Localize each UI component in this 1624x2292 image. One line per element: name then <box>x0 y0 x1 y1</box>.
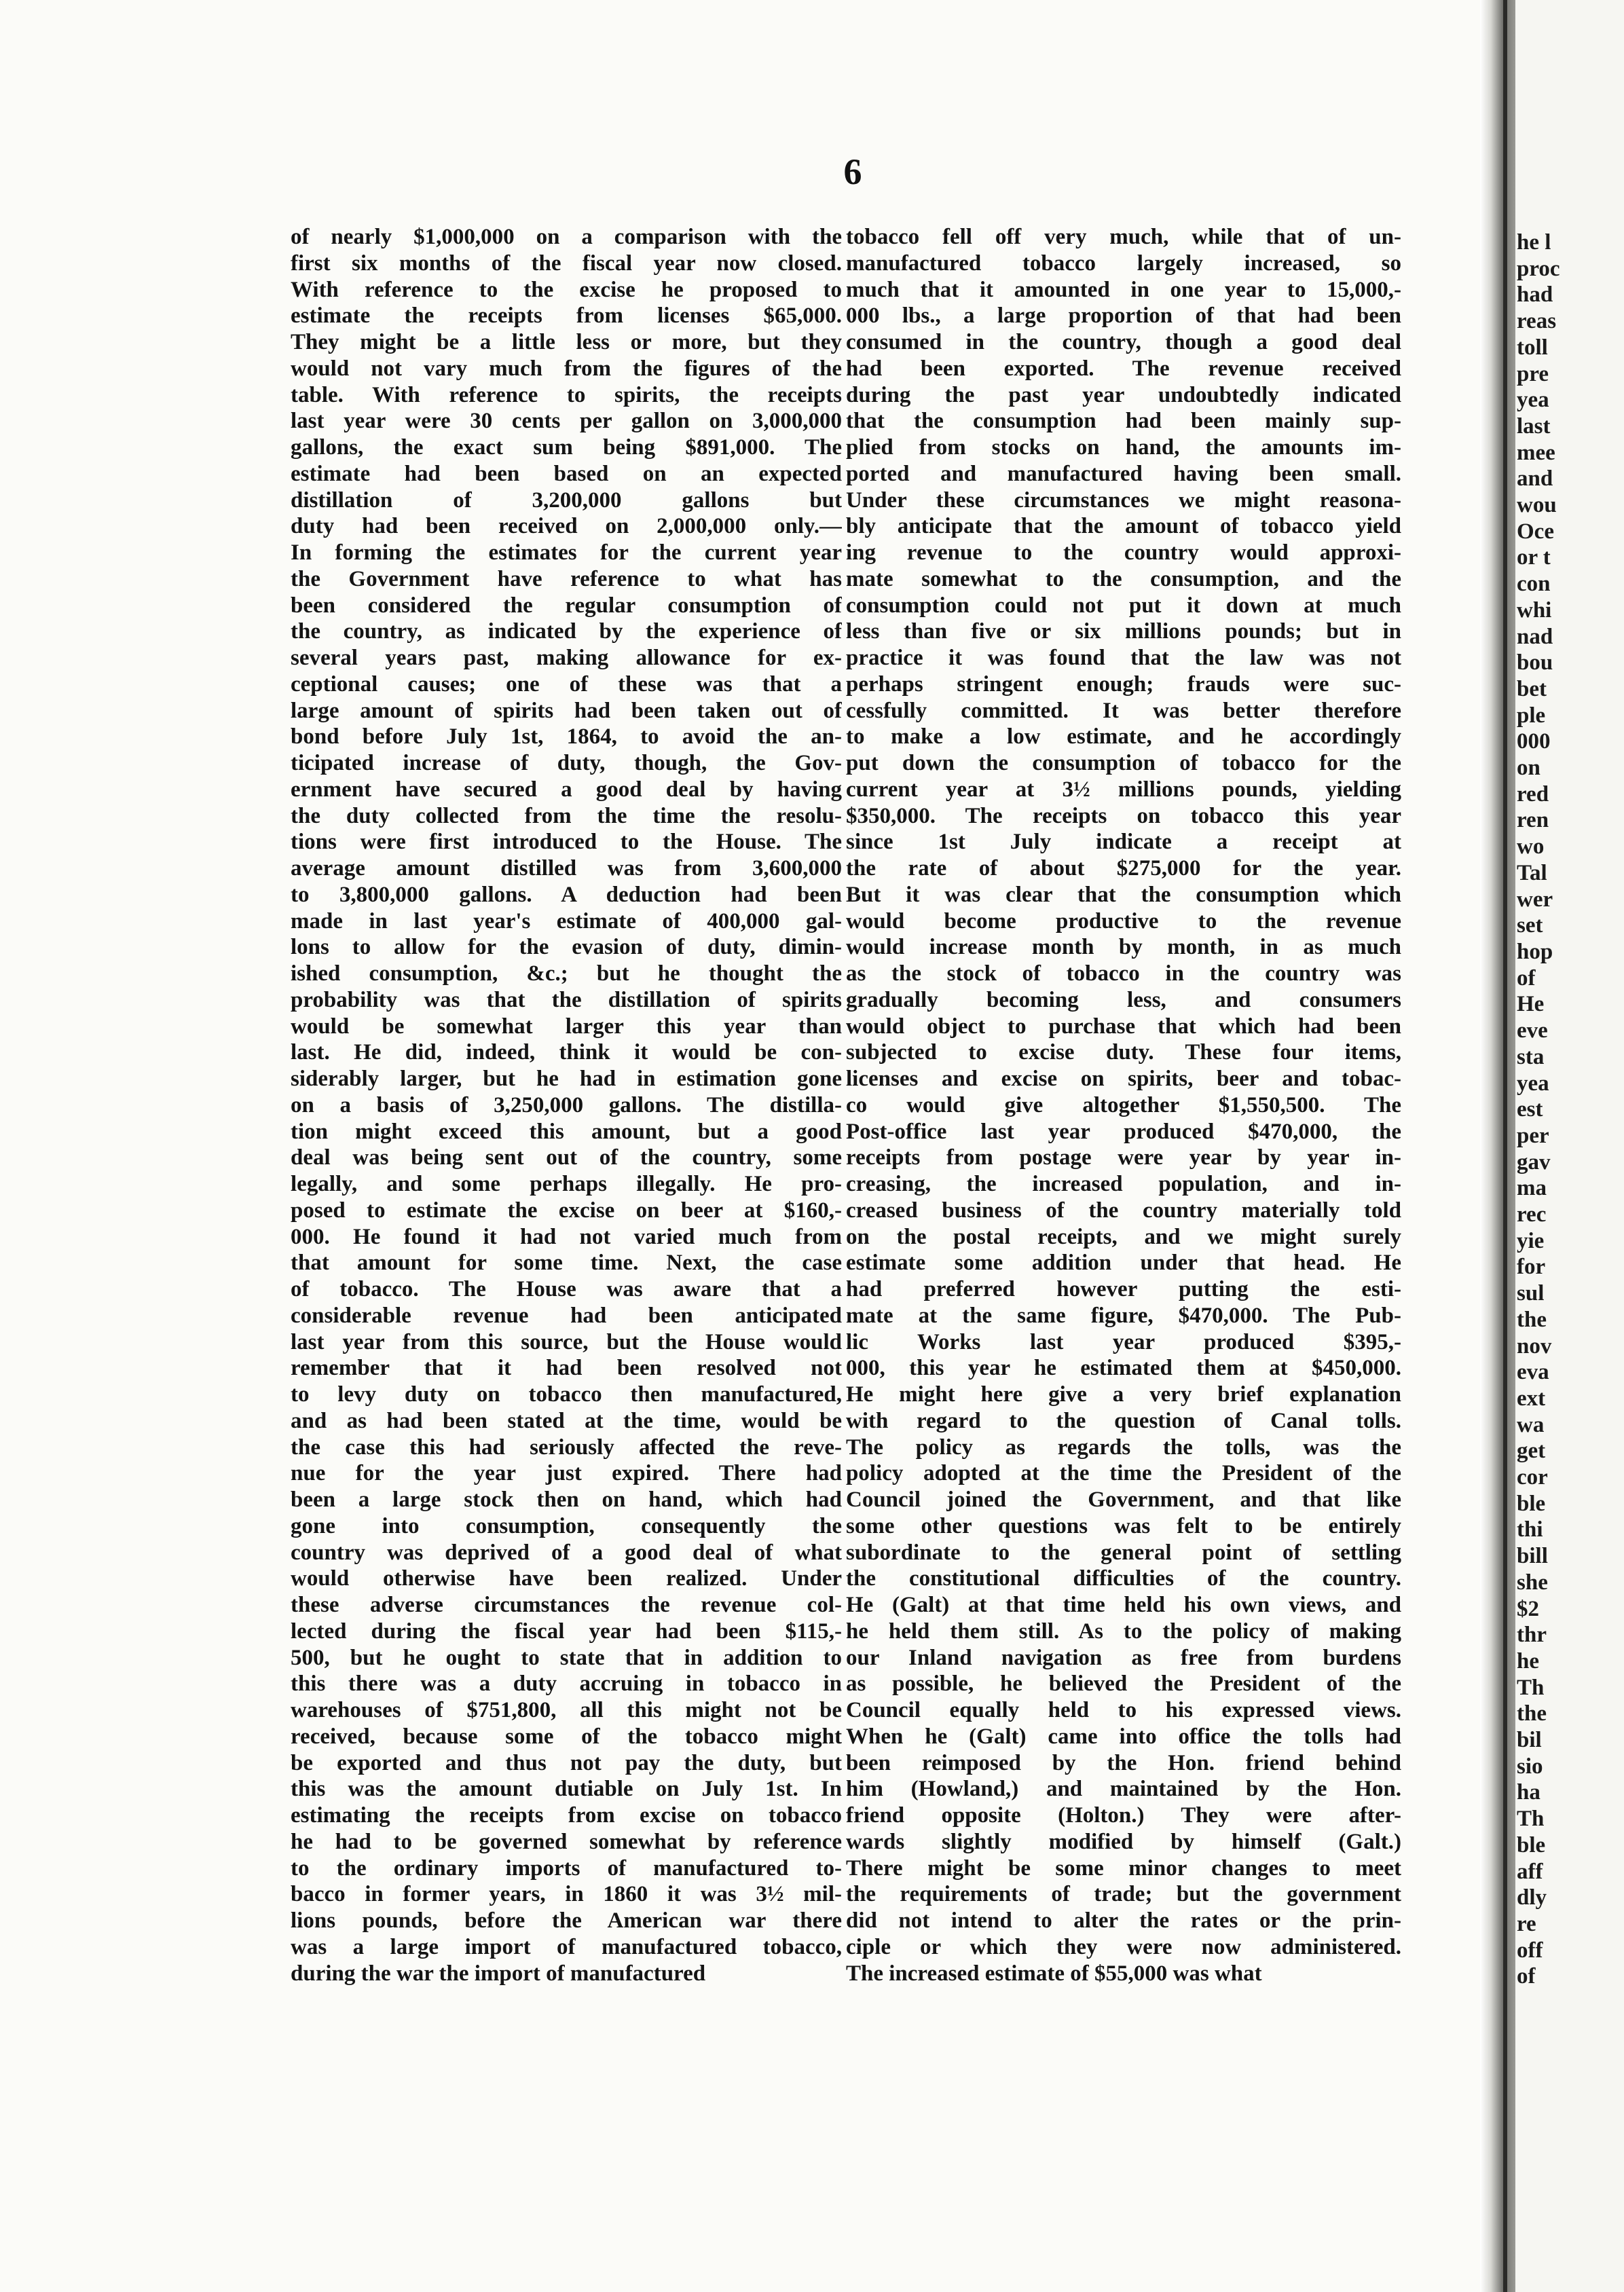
text-line: mate somewhat to the consumption, and the <box>846 566 1401 591</box>
text-line: this was the amount dutiable on July 1st. In <box>291 1777 842 1802</box>
text-line: first six months of the fiscal year now closed. <box>291 251 842 276</box>
facing-text-fragment: of <box>1517 965 1536 991</box>
text-line: receipts from postage were year by year in- <box>846 1145 1401 1170</box>
text-line: They might be a little less or more, but they <box>291 330 842 354</box>
text-line: When he (Galt) came into office the tolls had <box>846 1724 1401 1749</box>
facing-text-fragment: ple <box>1517 703 1546 728</box>
text-line: legally, and some perhaps illegally. He pro- <box>291 1172 842 1196</box>
text-line: during the past year undoubtedly indicated <box>846 382 1401 407</box>
facing-text-fragment: sio <box>1517 1754 1543 1779</box>
text-line: lons to allow for the evasion of duty, dimin- <box>291 935 842 960</box>
facing-text-fragment: bil <box>1517 1728 1542 1753</box>
text-line: be exported and thus not pay the duty, but <box>291 1750 842 1775</box>
text-line: subjected to excise duty. These four items, <box>846 1040 1401 1065</box>
facing-text-fragment: proc <box>1517 256 1560 281</box>
facing-text-fragment: get <box>1517 1439 1546 1464</box>
text-line: made in last year's estimate of 400,000 gal- <box>291 908 842 934</box>
facing-text-fragment: gav <box>1517 1149 1551 1175</box>
text-line: probability was that the distillation of spirits <box>291 987 842 1012</box>
text-line: less than five or six millions pounds; but in <box>846 619 1401 644</box>
text-line: estimating the receipts from excise on tobacco <box>291 1803 842 1828</box>
text-line: lected during the fiscal year had been $115,- <box>291 1619 842 1644</box>
facing-text-fragment: whi <box>1517 597 1552 623</box>
facing-text-fragment: eva <box>1517 1360 1549 1385</box>
text-line: lic Works last year produced $395,- <box>846 1329 1401 1354</box>
facing-text-fragment: and <box>1517 466 1553 492</box>
text-line: ing revenue to the country would approxi- <box>846 540 1401 565</box>
facing-text-fragment: $2 <box>1517 1596 1539 1621</box>
text-line: would be somewhat larger this year than <box>291 1014 842 1039</box>
text-line: remember that it had been resolved not <box>291 1356 842 1381</box>
facing-text-fragment: bill <box>1517 1544 1548 1569</box>
text-line: much that it amounted in one year to 15,000,- <box>846 277 1401 302</box>
facing-text-fragment: hop <box>1517 939 1553 964</box>
text-line: of nearly $1,000,000 on a comparison with the <box>291 225 842 249</box>
text-line: The increased estimate of $55,000 was what <box>846 1961 1262 1986</box>
text-line: large amount of spirits had been taken out of <box>291 698 842 723</box>
text-line: the country, as indicated by the experience of <box>291 619 842 644</box>
text-line: would become productive to the revenue <box>846 908 1401 934</box>
text-line: been a large stock then on hand, which had <box>291 1487 842 1512</box>
facing-text-fragment: he <box>1517 1648 1539 1674</box>
text-line: to make a low estimate, and he accordingly <box>846 724 1401 750</box>
facing-text-fragment: yea <box>1517 1071 1549 1096</box>
left-text-column <box>291 224 842 1986</box>
facing-text-fragment: for <box>1517 1255 1546 1280</box>
text-line: would otherwise have been realized. Under <box>291 1566 842 1591</box>
text-line: that amount for some time. Next, the case <box>291 1251 842 1276</box>
text-line: average amount distilled was from 3,600,000 <box>291 856 842 881</box>
text-line: these adverse circumstances the revenue col- <box>291 1593 842 1617</box>
text-line: to levy duty on tobacco then manufactured, <box>291 1382 842 1407</box>
text-line: and as had been stated at the time, would be <box>291 1408 842 1433</box>
text-line: gradually becoming less, and consumers <box>846 987 1401 1012</box>
text-line: the rate of about $275,000 for the year. <box>846 856 1401 881</box>
facing-text-fragment: cor <box>1517 1465 1548 1490</box>
text-line: the duty collected from the time the resolu- <box>291 803 842 828</box>
facing-text-fragment: aff <box>1517 1859 1543 1884</box>
facing-text-fragment: wo <box>1517 834 1545 860</box>
page-number: 6 <box>843 151 862 192</box>
text-line: tion might exceed this amount, but a good <box>291 1119 842 1144</box>
text-line: been reimposed by the Hon. friend behind <box>846 1750 1401 1775</box>
text-line: he had to be governed somewhat by reference <box>291 1829 842 1854</box>
text-line: bly anticipate that the amount of tobacco yield <box>846 514 1401 539</box>
facing-text-fragment: yie <box>1517 1228 1545 1253</box>
text-line: 000, this year he estimated them at $450,000. <box>846 1356 1401 1381</box>
text-line: He (Galt) at that time held his own views, and <box>846 1593 1401 1617</box>
text-line: last year from this source, but the House would <box>291 1329 842 1354</box>
text-line: tions were first introduced to the House. The <box>291 830 842 855</box>
facing-text-fragment: the <box>1517 1307 1547 1332</box>
facing-text-fragment: Th <box>1517 1675 1545 1700</box>
text-line: subordinate to the general point of settling <box>846 1540 1401 1565</box>
text-line: the case this had seriously affected the reve- <box>291 1435 842 1460</box>
text-line: would object to purchase that which had been <box>846 1014 1401 1039</box>
text-line: consumption could not put it down at much <box>846 593 1401 618</box>
text-line: 000. He found it had not varied much from <box>291 1224 842 1249</box>
text-line: current year at 3½ millions pounds, yielding <box>846 777 1401 802</box>
facing-text-fragment: last <box>1517 413 1551 439</box>
text-line: licenses and excise on spirits, beer and tobac- <box>846 1067 1401 1091</box>
text-line: creasing, the increased population, and in- <box>846 1172 1401 1196</box>
facing-text-fragment: set <box>1517 913 1543 938</box>
text-line: He might here give a very brief explanation <box>846 1382 1401 1407</box>
text-line: estimate the receipts from licenses $65,000. <box>291 303 842 329</box>
text-line: Council joined the Government, and that like <box>846 1487 1401 1512</box>
text-line: The policy as regards the tolls, was the <box>846 1435 1401 1460</box>
text-line: last year were 30 cents per gallon on 3,000,000 <box>291 409 842 434</box>
text-line: estimate had been based on an expected <box>291 461 842 486</box>
text-line: friend opposite (Holton.) They were after- <box>846 1803 1401 1828</box>
facing-text-fragment: wa <box>1517 1412 1545 1437</box>
text-line: had been exported. The revenue received <box>846 356 1401 381</box>
facing-text-fragment: she <box>1517 1570 1548 1595</box>
facing-text-fragment: eve <box>1517 1018 1548 1043</box>
right-text-column <box>846 224 1401 1986</box>
facing-text-fragment: had <box>1517 282 1553 308</box>
text-line: deal was being sent out of the country, some <box>291 1145 842 1170</box>
facing-text-fragment: thr <box>1517 1623 1547 1648</box>
facing-text-fragment: nov <box>1517 1333 1552 1358</box>
text-line: creased business of the country materially told <box>846 1198 1401 1223</box>
text-line: the Government have reference to what has <box>291 566 842 591</box>
text-line: consumed in the country, though a good deal <box>846 330 1401 354</box>
text-line: on the postal receipts, and we might surely <box>846 1224 1401 1249</box>
text-line: ported and manufactured having been small. <box>846 461 1401 486</box>
text-line: bond before July 1st, 1864, to avoid the an- <box>291 724 842 750</box>
facing-text-fragment: per <box>1517 1123 1549 1148</box>
text-line: would not vary much from the figures of the <box>291 356 842 381</box>
text-line: practice it was found that the law was not <box>846 646 1401 670</box>
facing-text-fragment: est <box>1517 1097 1543 1122</box>
text-line: In forming the estimates for the current year <box>291 540 842 565</box>
text-line: policy adopted at the time the President of the <box>846 1461 1401 1486</box>
text-line: did not intend to alter the rates or the prin- <box>846 1908 1401 1933</box>
text-line: to the ordinary imports of manufactured to- <box>291 1855 842 1881</box>
text-line: that the consumption had been mainly sup- <box>846 409 1401 434</box>
facing-text-fragment: ext <box>1517 1386 1546 1411</box>
facing-text-fragment: ha <box>1517 1780 1540 1805</box>
facing-text-fragment: He <box>1517 992 1545 1017</box>
facing-text-fragment: ren <box>1517 808 1549 833</box>
text-line: country was deprived of a good deal of what <box>291 1540 842 1565</box>
facing-text-fragment: sta <box>1517 1044 1545 1069</box>
text-line: as possible, he believed the President of the <box>846 1671 1401 1697</box>
facing-text-fragment: or t <box>1517 545 1551 570</box>
text-line: Under these circumstances we might reasona- <box>846 487 1401 513</box>
facing-text-fragment: 000 <box>1517 729 1551 754</box>
facing-text-fragment: mee <box>1517 440 1555 465</box>
facing-text-fragment: ble <box>1517 1832 1546 1857</box>
facing-text-fragment: ble <box>1517 1491 1546 1516</box>
facing-text-fragment: con <box>1517 572 1551 597</box>
text-line: $350,000. The receipts on tobacco this year <box>846 803 1401 828</box>
facing-text-fragment: Oce <box>1517 519 1554 544</box>
text-line: during the war the import of manufactured <box>291 1961 706 1986</box>
facing-text-fragment: wer <box>1517 887 1553 912</box>
text-line: received, because some of the tobacco might <box>291 1724 842 1749</box>
facing-page-edge <box>1515 0 1624 2292</box>
text-line: bacco in former years, in 1860 it was 3½ mil- <box>291 1882 842 1907</box>
facing-text-fragment: ma <box>1517 1176 1547 1201</box>
facing-text-fragment: reas <box>1517 309 1557 334</box>
text-line: co would give altogether $1,550,500. The <box>846 1092 1401 1117</box>
text-line: had preferred however putting the esti- <box>846 1277 1401 1301</box>
facing-text-fragment: bet <box>1517 676 1547 701</box>
text-line: some other questions was felt to be entirely <box>846 1513 1401 1538</box>
text-line: the requirements of trade; but the government <box>846 1882 1401 1907</box>
facing-text-fragment: pre <box>1517 361 1549 386</box>
text-line: several years past, making allowance for ex- <box>291 646 842 670</box>
text-line: with regard to the question of Canal tolls. <box>846 1408 1401 1433</box>
text-line: gone into consumption, consequently the <box>291 1513 842 1538</box>
facing-text-fragment: wou <box>1517 493 1557 518</box>
text-line: wards slightly modified by himself (Galt.) <box>846 1829 1401 1854</box>
text-line: this there was a duty accruing in tobacco in <box>291 1671 842 1697</box>
text-line: to 3,800,000 gallons. A deduction had been <box>291 882 842 907</box>
text-line: manufactured tobacco largely increased, so <box>846 251 1401 276</box>
binding-edge <box>1503 0 1507 2292</box>
text-line: perhaps stringent enough; frauds were suc- <box>846 671 1401 697</box>
facing-text-fragment: dly <box>1517 1885 1547 1910</box>
text-line: nue for the year just expired. There had <box>291 1461 842 1486</box>
facing-text-fragment: bou <box>1517 650 1553 676</box>
text-line: With reference to the excise he proposed to <box>291 277 842 302</box>
text-line: lions pounds, before the American war there <box>291 1908 842 1933</box>
text-line: ticipated increase of duty, though, the Gov- <box>291 751 842 775</box>
text-line: ceptional causes; one of these was that a <box>291 671 842 697</box>
text-line: distillation of 3,200,000 gallons but <box>291 487 842 513</box>
facing-text-fragment: re <box>1517 1912 1536 1936</box>
text-line: of tobacco. The House was aware that a <box>291 1277 842 1301</box>
text-line: on a basis of 3,250,000 gallons. The distilla- <box>291 1092 842 1117</box>
text-line: our Inland navigation as free from burdens <box>846 1645 1401 1670</box>
facing-text-fragment: Tal <box>1517 860 1547 885</box>
text-line: as the stock of tobacco in the country was <box>846 961 1401 986</box>
text-line: would increase month by month, in as much <box>846 935 1401 960</box>
facing-text-fragment: yea <box>1517 388 1549 413</box>
facing-text-fragment: nad <box>1517 624 1553 649</box>
text-line: considerable revenue had been anticipated <box>291 1303 842 1328</box>
text-line: was a large import of manufactured tobacco, <box>291 1934 842 1959</box>
facing-text-fragment: off <box>1517 1938 1543 1963</box>
text-line: But it was clear that the consumption which <box>846 882 1401 907</box>
facing-text-fragment: of <box>1517 1964 1536 1989</box>
text-line: cessfully committed. It was better therefore <box>846 698 1401 723</box>
text-line: been considered the regular consumption of <box>291 593 842 618</box>
facing-text-fragment: sul <box>1517 1281 1545 1306</box>
text-line: Post-office last year produced $470,000, the <box>846 1119 1401 1144</box>
text-line: ciple or which they were now administered. <box>846 1934 1401 1959</box>
text-line: estimate some addition under that head. He <box>846 1251 1401 1276</box>
text-line: last. He did, indeed, think it would be con- <box>291 1040 842 1065</box>
text-line: posed to estimate the excise on beer at $160,- <box>291 1198 842 1223</box>
text-line: ernment have secured a good deal by having <box>291 777 842 802</box>
facing-text-fragment: toll <box>1517 335 1548 360</box>
text-line: the constitutional difficulties of the country. <box>846 1566 1401 1591</box>
text-line: 000 lbs., a large proportion of that had been <box>846 303 1401 329</box>
text-line: him (Howland,) and maintained by the Hon. <box>846 1777 1401 1802</box>
text-line: tobacco fell off very much, while that of un- <box>846 225 1401 249</box>
text-line: Council equally held to his expressed views. <box>846 1698 1401 1722</box>
text-line: table. With reference to spirits, the receipts <box>291 382 842 407</box>
binding-gutter <box>1480 0 1515 2292</box>
text-line: he held them still. As to the policy of making <box>846 1619 1401 1644</box>
text-line: There might be some minor changes to meet <box>846 1855 1401 1881</box>
text-line: put down the consumption of tobacco for the <box>846 751 1401 775</box>
text-line: plied from stocks on hand, the amounts im- <box>846 435 1401 460</box>
facing-text-fragment: red <box>1517 781 1549 807</box>
text-line: 500, but he ought to state that in addition to <box>291 1645 842 1670</box>
text-line: warehouses of $751,800, all this might not be <box>291 1698 842 1722</box>
text-line: since 1st July indicate a receipt at <box>846 830 1401 855</box>
facing-text-fragment: he l <box>1517 230 1551 255</box>
text-line: ished consumption, &c.; but he thought the <box>291 961 842 986</box>
facing-text-fragment: on <box>1517 756 1540 781</box>
text-line: mate at the same figure, $470,000. The Pub- <box>846 1303 1401 1328</box>
text-line: gallons, the exact sum being $891,000. The <box>291 435 842 460</box>
facing-page-text <box>1517 229 1624 1990</box>
text-line: duty had been received on 2,000,000 only.— <box>291 514 842 539</box>
facing-text-fragment: thi <box>1517 1517 1543 1542</box>
text-line: siderably larger, but he had in estimation gone <box>291 1067 842 1091</box>
facing-text-fragment: rec <box>1517 1202 1547 1227</box>
facing-text-fragment: the <box>1517 1701 1547 1726</box>
facing-text-fragment: Th <box>1517 1807 1545 1832</box>
